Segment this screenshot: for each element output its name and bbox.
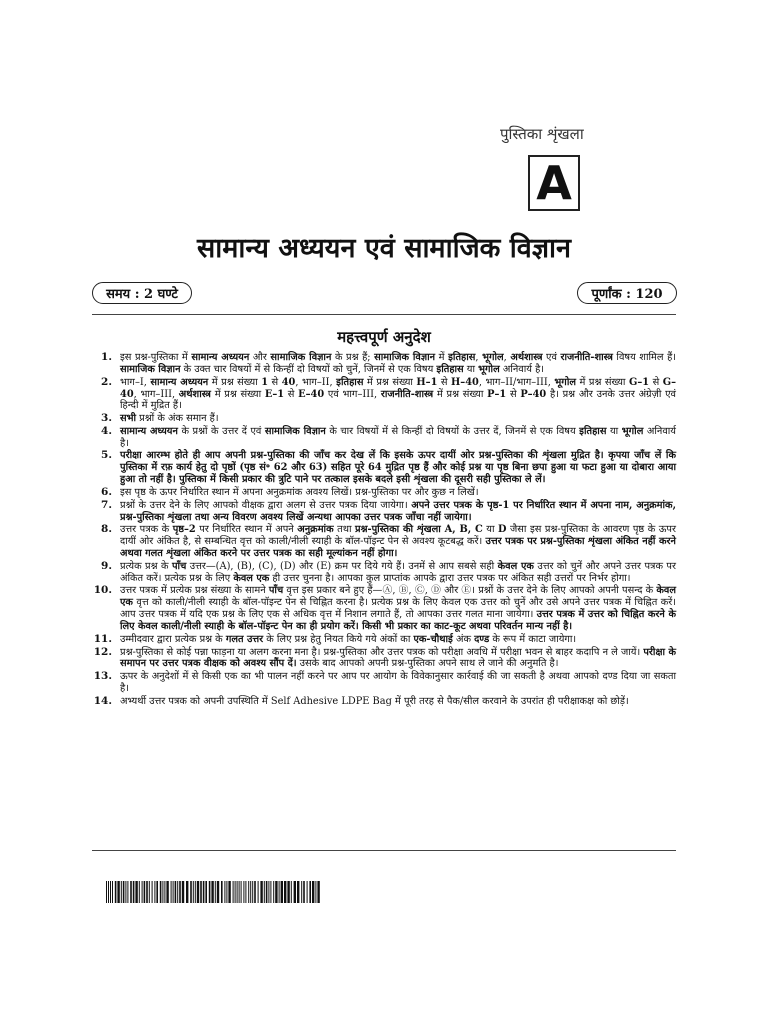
barcode-bar bbox=[228, 881, 230, 903]
instruction-text: उम्मीदवार द्वारा प्रत्येक प्रश्न के गलत उत्तर के लिए प्रश्न हेतु नियत किये गये अंकों का एक-चौथाई अंक दण्ड के रूप में काटा जायेगा। bbox=[120, 633, 577, 645]
instructions-list bbox=[92, 352, 676, 708]
barcode-bar bbox=[117, 881, 119, 903]
instruction-text: परीक्षा आरम्भ होते ही आप अपनी प्रश्न-पुस्तिका की जाँच कर देख लें कि इसके ऊपर दायीं ओर प्रश्न-पुस्तिका की शृंखला मुद्रित है। कृपया जाँच लें कि पुस्तिका में रफ़ कार्य हेतु दो पृष्ठों (पृष्ठ सं॰ 62 और 63) सहित पूरे 64 मुद्रित पृष्ठ हैं और कोई प्रश्न या पृष्ठ बिना छपा हुआ या फटा हुआ या दोबारा आया हुआ तो नहीं है। पुस्तिका में किसी प्रकार की त्रुटि पाने पर तत्काल इसके बदले इसी शृंखला की दूसरी सही पुस्तिका ले लें। bbox=[120, 450, 676, 486]
barcode-bar bbox=[237, 881, 238, 903]
barcode-bar bbox=[139, 881, 140, 903]
barcode-bar bbox=[284, 881, 286, 903]
instruction-item bbox=[92, 500, 676, 524]
instruction-text: प्रत्येक प्रश्न के पाँच उत्तर—(A), (B), (C), (D) और (E) क्रम पर दिये गये हैं। उनमें से आप सबसे सही केवल एक उत्तर को चुनें और अपने उत्तर पत्रक पर अंकित करें। प्रत्येक प्रश्न के लिए केवल एक ही उत्तर चुनना है। आपका कुल प्राप्तांक आपके द्वारा उत्तर पत्रक पर अंकित सही उत्तरों पर निर्भर होगा। bbox=[120, 560, 676, 584]
barcode-bar bbox=[235, 881, 236, 903]
barcode-bar bbox=[195, 881, 196, 903]
time-badge: समय : 2 घण्टे bbox=[92, 282, 192, 304]
barcode-bar bbox=[177, 881, 178, 903]
instruction-number: 11. bbox=[93, 632, 112, 645]
page-title: सामान्य अध्ययन एवं सामाजिक विज्ञान bbox=[196, 233, 572, 264]
instruction-number: 14. bbox=[93, 694, 112, 707]
instruction-number: 8. bbox=[101, 523, 112, 536]
barcode-bar bbox=[164, 881, 165, 903]
barcode-bar bbox=[197, 881, 199, 903]
instruction-number: 5. bbox=[101, 449, 112, 462]
barcode-bar bbox=[287, 881, 289, 903]
barcode-bar bbox=[317, 881, 319, 903]
barcode-bar bbox=[209, 881, 211, 903]
barcode-bar bbox=[166, 881, 168, 903]
instruction-number: 12. bbox=[93, 645, 112, 658]
barcode-bar bbox=[160, 881, 162, 903]
max-marks-badge: पूर्णांक : 120 bbox=[577, 282, 677, 304]
instruction-number: 10. bbox=[93, 584, 112, 597]
barcode-bar bbox=[135, 881, 137, 903]
barcode-bar bbox=[186, 881, 188, 903]
barcode-bar bbox=[245, 881, 246, 903]
barcode-bar bbox=[239, 881, 240, 903]
instruction-number: 9. bbox=[101, 559, 112, 572]
instruction-item bbox=[92, 352, 676, 376]
barcode-bar bbox=[154, 881, 155, 903]
top-divider bbox=[92, 314, 676, 315]
instruction-number: 3. bbox=[101, 412, 112, 425]
barcode-bar bbox=[270, 881, 271, 903]
barcode-bar bbox=[303, 881, 305, 903]
instruction-item bbox=[92, 671, 676, 695]
instruction-number: 6. bbox=[101, 485, 112, 498]
barcode-bar bbox=[162, 881, 163, 903]
instruction-number: 2. bbox=[101, 375, 112, 388]
barcode-bar bbox=[291, 881, 292, 903]
instruction-item bbox=[92, 696, 676, 708]
barcode-bar bbox=[215, 881, 216, 903]
barcode-bar bbox=[297, 881, 299, 903]
series-code-box bbox=[528, 155, 580, 211]
barcode-bar bbox=[250, 881, 251, 903]
instructions-heading: महत्त्वपूर्ण अनुदेश bbox=[337, 328, 431, 346]
barcode-bar bbox=[173, 881, 174, 903]
barcode-bar bbox=[301, 881, 302, 903]
instruction-text: ऊपर के अनुदेशों में से किसी एक का भी पालन नहीं करने पर आप पर आयोग के विवेकानुसार कार्रवाई की जा सकती है अथवा आपको दण्ड दिया जा सकता है। bbox=[120, 671, 676, 695]
series-code: A bbox=[536, 156, 572, 210]
barcode-bar bbox=[121, 881, 122, 903]
barcode-bar bbox=[309, 881, 311, 903]
instruction-item bbox=[92, 426, 676, 450]
instruction-item bbox=[92, 634, 676, 646]
barcode-bar bbox=[258, 881, 259, 903]
barcode-bar bbox=[217, 881, 219, 903]
barcode-bar bbox=[241, 881, 242, 903]
barcode-bar bbox=[112, 881, 113, 903]
barcode-bar bbox=[254, 881, 256, 903]
barcode-bar bbox=[146, 881, 148, 903]
barcode-bar bbox=[266, 881, 268, 903]
instruction-item bbox=[92, 413, 676, 425]
instruction-text: इस प्रश्न-पुस्तिका में सामान्य अध्ययन और सामाजिक विज्ञान के प्रश्न हैं; सामाजिक विज्ञान में इतिहास, भूगोल, अर्थशास्त्र एवं राजनीति-शास्त्र विषय शामिल हैं। सामाजिक विज्ञान के उक्त चार विषयों में से किन्हीं दो विषयों को चुनें, जिनमें से एक विषय इतिहास या भूगोल अनिवार्य है। bbox=[120, 352, 677, 375]
instruction-text: उत्तर पत्रक के पृष्ठ–2 पर निर्धारित स्थान में अपने अनुक्रमांक तथा प्रश्न-पुस्तिका की शृंखला A, B, C या D जैसा इस प्रश्न-पुस्तिका के आवरण पृष्ठ के ऊपर दायीं ओर अंकित है, से सम्बन्धित वृत्त को काली/नीली स्याही के बॉल-पॉइन्ट पेन से अवश्य कूटबद्ध करें। उत्तर पत्रक पर प्रश्न-पुस्तिका शृंखला अंकित नहीं करने अथवा गलत शृंखला अंकित करने पर उत्तर पत्रक का सही मूल्यांकन नहीं होगा। bbox=[120, 524, 677, 560]
barcode-bar bbox=[175, 881, 177, 903]
instruction-item bbox=[92, 561, 676, 585]
instruction-number: 13. bbox=[93, 670, 112, 683]
barcode-bar bbox=[294, 881, 296, 903]
instruction-item bbox=[92, 377, 676, 413]
barcode-bar bbox=[315, 881, 316, 903]
barcode-bar bbox=[149, 881, 150, 903]
instruction-text: सभी प्रश्नों के अंक समान हैं। bbox=[120, 413, 219, 425]
instruction-text: सामान्य अध्ययन के प्रश्नों के उत्तर दें एवं सामाजिक विज्ञान के चार विषयों में से किन्हीं दो विषयों के उत्तर दें, जिनमें से एक विषय इतिहास या भूगोल अनिवार्य है। bbox=[120, 425, 676, 449]
barcode-bar bbox=[243, 881, 244, 903]
barcode-bar bbox=[108, 881, 109, 903]
barcode-bar bbox=[190, 881, 192, 903]
barcode-bar bbox=[281, 881, 283, 903]
barcode-bar bbox=[133, 881, 135, 903]
barcode-bar bbox=[193, 881, 194, 903]
barcode-bar bbox=[279, 881, 280, 903]
barcode-bar bbox=[233, 881, 234, 903]
barcode-bar bbox=[224, 881, 225, 903]
instruction-number: 1. bbox=[101, 351, 112, 363]
barcode-bar bbox=[142, 881, 143, 903]
barcode-bar bbox=[273, 881, 274, 903]
barcode-bar bbox=[226, 881, 227, 903]
barcode-bar bbox=[152, 881, 153, 903]
barcode-bar bbox=[307, 881, 308, 903]
barcode-bar bbox=[127, 881, 128, 903]
barcode-bar bbox=[171, 881, 172, 903]
barcode-bar bbox=[252, 881, 253, 903]
barcode-bar bbox=[205, 881, 207, 903]
instruction-text: प्रश्न-पुस्तिका से कोई पन्ना फाड़ना या अलग करना मना है। प्रश्न-पुस्तिका और उत्तर पत्रक को परीक्षा अवधि में परीक्षा भवन से बाहर कदापि न ले जायें। परीक्षा के समापन पर उत्तर पत्रक वीक्षक को अवश्य सौंप दें। उसके बाद आपको अपनी प्रश्न-पुस्तिका अपने साथ ले जाने की अनुमति है। bbox=[120, 646, 676, 670]
instruction-item bbox=[92, 450, 676, 486]
barcode-bar bbox=[260, 881, 262, 903]
series-label: पुस्तिका शृंखला bbox=[500, 125, 584, 143]
instruction-text: इस पृष्ठ के ऊपर निर्धारित स्थान में अपना अनुक्रमांक अवश्य लिखें। प्रश्न-पुस्तिका पर और कुछ न लिखें। bbox=[120, 486, 479, 498]
barcode-bar bbox=[179, 881, 181, 903]
instruction-item bbox=[92, 524, 676, 560]
barcode-bar bbox=[144, 881, 146, 903]
barcode-bar bbox=[264, 881, 265, 903]
barcode-bar bbox=[203, 881, 205, 903]
barcode-bar bbox=[221, 881, 223, 903]
barcode-bar bbox=[123, 881, 125, 903]
bottom-divider bbox=[92, 850, 676, 851]
barcode-bar bbox=[115, 881, 117, 903]
instruction-number: 4. bbox=[101, 424, 112, 437]
instruction-number: 7. bbox=[101, 498, 112, 511]
barcode-bar bbox=[275, 881, 277, 903]
barcode-bar bbox=[106, 881, 107, 903]
instruction-text: उत्तर पत्रक में प्रत्येक प्रश्न संख्या के सामने पाँच वृत्त इस प्रकार बने हुए हैं—Ⓐ, Ⓑ, Ⓒ, Ⓓ और Ⓔ। प्रश्नों के उत्तर देने के लिए आपको अपनी पसन्द के केवल एक वृत्त को काली/नीली स्याही के बॉल-पॉइन्ट पेन से चिह्नित करना है। प्रत्येक प्रश्न के लिए केवल एक उत्तर को चुनें और उसे अपने उत्तर पत्रक में चिह्नित करें। आप उत्तर पत्रक में यदि एक प्रश्न के लिए एक से अधिक वृत्त में निशान लगाते हैं, तो आपका उत्तर गलत माना जायेगा। उत्तर पत्रक में उत्तर को चिह्नित करने के लिए केवल काली/नीली स्याही के बॉल-पॉइन्ट पेन का ही प्रयोग करें। किसी भी प्रकार का काट-कूट अथवा परिवर्तन मान्य नहीं है। bbox=[120, 585, 677, 633]
barcode-bar bbox=[156, 881, 158, 903]
barcode bbox=[106, 881, 320, 903]
barcode-bar bbox=[200, 881, 202, 903]
barcode-bar bbox=[125, 881, 126, 903]
instruction-text: भाग–I, सामान्य अध्ययन में प्रश्न संख्या 1 से 40, भाग–II, इतिहास में प्रश्न संख्या H–1 से H–40, भाग–II/भाग–III, भूगोल में प्रश्न संख्या G–1 से G–40, भाग–III, अर्थशास्त्र में प्रश्न संख्या E–1 से E–40 एवं भाग–III, राजनीति-शास्त्र में प्रश्न संख्या P–1 से P–40 है। प्रश्न और उनके उत्तर अंग्रेज़ी एवं हिन्दी में मुद्रित हैं। bbox=[120, 376, 676, 412]
barcode-bar bbox=[268, 881, 269, 903]
instruction-item bbox=[92, 647, 676, 671]
barcode-bar bbox=[130, 881, 132, 903]
instruction-text: अभ्यर्थी उत्तर पत्रक को अपनी उपस्थिति में Self Adhesive LDPE Bag में पूरी तरह से पैक/सील करवाने के उपरांत ही परीक्षाकक्ष को छोड़ें। bbox=[120, 695, 629, 707]
barcode-bar bbox=[211, 881, 213, 903]
barcode-bar bbox=[182, 881, 184, 903]
instruction-item bbox=[92, 487, 676, 499]
instruction-item bbox=[92, 585, 676, 633]
instruction-text: प्रश्नों के उत्तर देने के लिए आपको वीक्षक द्वारा अलग से उत्तर पत्रक दिया जायेगा। अपने उत्तर पत्रक के पृष्ठ-1 पर निर्धारित स्थान में अपना नाम, अनुक्रमांक, प्रश्न-पुस्तिका शृंखला तथा अन्य विवरण अवश्य लिखें अन्यथा आपका उत्तर पत्रक जाँचा नहीं जायेगा। bbox=[120, 499, 676, 523]
barcode-bar bbox=[312, 881, 314, 903]
barcode-bar bbox=[110, 881, 111, 903]
barcode-bar bbox=[248, 881, 249, 903]
